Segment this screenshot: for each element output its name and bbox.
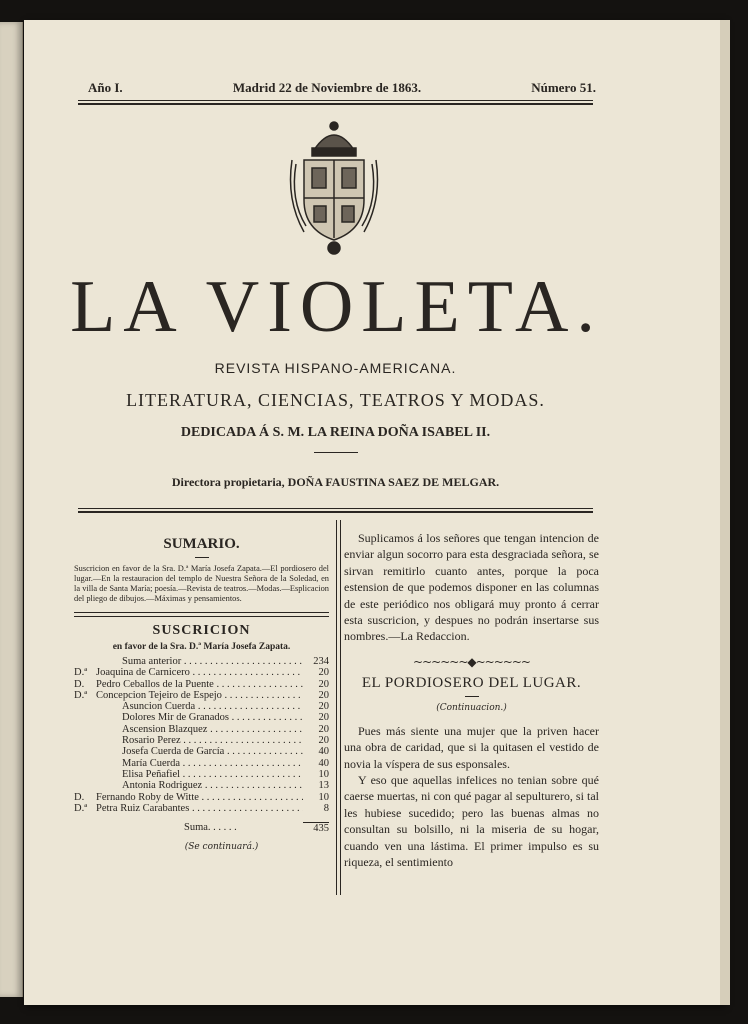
list-item	[74, 712, 329, 723]
entry-amount: 13	[318, 780, 329, 792]
header-rule-thick	[78, 103, 593, 105]
sumario-text: Suscricion en favor de la Sra. D.ª María Josefa Zapata.—El pordiosero del lugar.—En la restauracion del templo de Nuestra Señora de la Soledad, en la villa de Santa María; poesía.—Revista de teatros.—Modas.—Esplicacion del pliego de dibujos.—Máximas y pensamientos.	[74, 564, 329, 603]
list-item	[74, 679, 329, 690]
list-item	[74, 690, 329, 701]
entry-name: María Cuerda . . .	[96, 758, 303, 769]
entry-amount: 10	[318, 768, 329, 780]
list-item	[74, 792, 329, 803]
entry-amount: 20	[318, 735, 329, 747]
total-label: Suma. . . . . .	[184, 822, 237, 834]
newspaper-title: LA VIOLETA.	[70, 266, 603, 348]
entry-amount: 40	[318, 757, 329, 769]
article-continuation: (Continuacion.)	[436, 702, 507, 713]
entry-name: Suma anterior . . .	[96, 656, 303, 667]
entry-amount: 20	[318, 689, 329, 701]
sumario-heading: SUMARIO.	[163, 536, 240, 552]
entry-prefix: D.ª	[74, 802, 88, 814]
issue-number: Número 51.	[531, 80, 596, 95]
adjacent-page-edge	[0, 22, 23, 997]
suscricion-subheading: en favor de la Sra. D.ª María Josefa Zapata.	[112, 642, 291, 652]
suscricion-heading: SUSCRICION	[152, 623, 251, 638]
article-rule	[465, 696, 479, 697]
entry-prefix	[74, 701, 96, 712]
royal-coat-of-arms-icon	[284, 120, 384, 260]
subscription-list	[74, 667, 329, 814]
entry-prefix	[74, 746, 96, 757]
newspaper-topics: LITERATURA, CIENCIAS, TEATROS Y MODAS.	[126, 390, 545, 410]
entry-amount: 10	[318, 791, 329, 803]
list-item	[74, 667, 329, 678]
entry-prefix: D.ª	[74, 667, 88, 679]
entry-prefix	[74, 758, 96, 769]
list-item	[74, 746, 329, 757]
entry-amount: 20	[318, 678, 329, 690]
entry-name: Ascension Blazquez . . .	[96, 724, 303, 735]
newspaper-subtitle: REVISTA HISPANO-AMERICANA.	[214, 360, 457, 376]
ornament-divider: ~~~~~~◆~~~~~~	[413, 654, 530, 669]
sumario-rule	[195, 557, 209, 558]
list-item	[74, 758, 329, 769]
masthead-bottom-rule	[78, 508, 593, 509]
entry-name: Pedro Ceballos de la Puente . . .	[96, 679, 303, 690]
entry-amount: 40	[318, 746, 329, 758]
issue-year: Año I.	[88, 80, 123, 95]
list-item	[74, 656, 329, 667]
entry-prefix: D.ª	[74, 689, 88, 701]
entry-prefix	[74, 780, 96, 791]
entry-amount: 20	[318, 701, 329, 713]
list-item	[74, 701, 329, 712]
total-row	[74, 822, 329, 834]
entry-name: Rosario Perez . . .	[96, 735, 303, 746]
list-item	[74, 803, 329, 814]
list-item	[74, 780, 329, 791]
list-item	[74, 769, 329, 780]
article-paragraph-1: Pues más siente una mujer que la priven hacer una obra de caridad, que si la quitasen el vestido de novia la víspera de sus esponsales.	[344, 723, 599, 771]
entry-prefix	[74, 735, 96, 746]
issue-header	[88, 80, 596, 96]
entry-name: Elisa Peñafiel . . .	[96, 769, 303, 780]
issue-date: Madrid 22 de Noviembre de 1863.	[232, 80, 422, 95]
left-column	[74, 530, 329, 852]
entry-amount: 234	[313, 656, 329, 667]
entry-name: Dolores Mir de Granados . . .	[96, 712, 303, 723]
entry-name: Asuncion Cuerda . . .	[96, 701, 303, 712]
page-edge	[720, 20, 730, 1005]
section-rule	[74, 612, 329, 617]
list-item	[74, 724, 329, 735]
newspaper-dedication: DEDICADA Á S. M. LA REINA DOÑA ISABEL II.	[180, 425, 491, 440]
entry-amount: 20	[318, 712, 329, 724]
header-rule	[78, 100, 593, 101]
list-item	[74, 735, 329, 746]
entry-prefix: D.	[74, 678, 85, 690]
masthead-bottom-rule-thick	[78, 511, 593, 513]
newspaper-page	[24, 20, 724, 1005]
entry-name: Josefa Cuerda de García . . .	[96, 746, 303, 757]
continues-note: (Se continuará.)	[184, 842, 259, 853]
newspaper-director: Directora propietaria, DOÑA FAUSTINA SAEZ DE MELGAR.	[171, 475, 500, 489]
masthead-rule	[314, 452, 358, 453]
article-title: EL PORDIOSERO DEL LUGAR.	[361, 674, 582, 691]
total-amount: 435	[303, 822, 329, 834]
entry-name: Fernando Roby de Witte . . .	[96, 792, 303, 803]
entry-prefix	[74, 769, 96, 780]
entry-amount: 8	[323, 802, 329, 814]
entry-name: Antonia Rodriguez . . .	[96, 780, 303, 791]
entry-amount: 20	[318, 667, 329, 679]
right-column	[344, 530, 599, 871]
entry-amount: 20	[318, 723, 329, 735]
notice-paragraph: Suplicamos á los señores que tengan intencion de enviar algun socorro para esta desgraciada señora, se sirvan remitirlo cuanto antes, porque la poca estension de que podemos disponer en las columnas de este periódico nos obligará muy pronto á cerrar esta suscricion, y despues no podrán insertarse sus nombres.—La Redaccion.	[344, 531, 599, 644]
entry-prefix	[74, 724, 96, 735]
article-paragraph-2: Y eso que aquellas infelices no tenian sobre qué caerse muertas, ni con qué pagar al sepulturero, si tal les hubiese sucedido; pero las buenas almas no consultan su bolsillo, ni la miseria de su hogar, cuando ven una lástima. El primer impulso es su riqueza, el sentimiento	[344, 773, 599, 870]
entry-name: Petra Ruiz Carabantes . . .	[96, 803, 303, 814]
entry-prefix: D.	[74, 791, 85, 803]
entry-name: Concepcion Tejeiro de Espejo . . .	[96, 690, 303, 701]
entry-name: Joaquina de Carnicero . . .	[96, 667, 303, 678]
column-divider	[336, 520, 341, 895]
entry-prefix	[74, 712, 96, 723]
